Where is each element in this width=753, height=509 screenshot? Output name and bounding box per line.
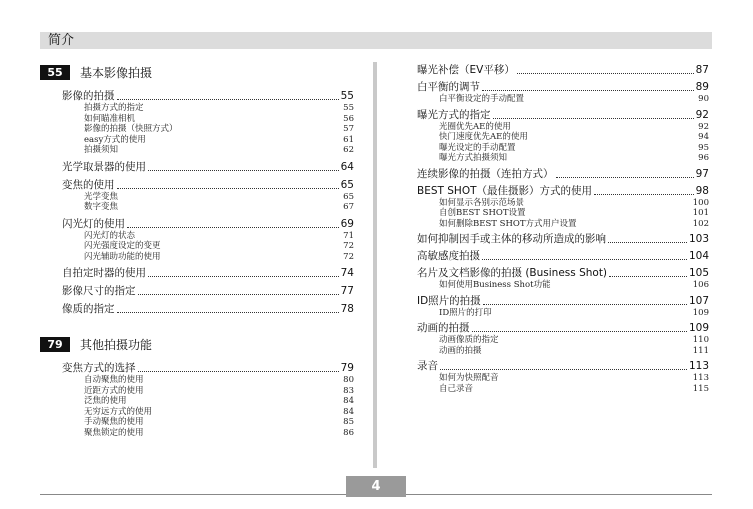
toc-dot-leader <box>609 276 687 277</box>
toc-entry-page: 77 <box>340 285 354 297</box>
toc-sub-entry[interactable] <box>62 386 354 397</box>
toc-sub-title: 动画的拍摄 <box>439 345 482 356</box>
toc-entry-title: 录音 <box>417 360 438 372</box>
toc-sub-page: 86 <box>343 427 354 438</box>
toc-sub-page: 96 <box>698 153 709 163</box>
toc-dot-leader <box>556 177 694 178</box>
toc-dot-leader <box>117 99 339 100</box>
toc-sub-title: 影像的拍摄（快照方式） <box>84 124 178 134</box>
toc-sub-page: 80 <box>343 375 354 385</box>
toc-sub-page: 90 <box>698 94 709 104</box>
toc-sub-entry[interactable] <box>62 375 354 386</box>
toc-sub-entry[interactable] <box>62 417 354 428</box>
toc-entry-page: 104 <box>688 250 709 262</box>
toc-sub-page: 71 <box>343 230 354 241</box>
toc-entry[interactable] <box>62 285 354 298</box>
header-title: 简介 <box>48 33 75 48</box>
toc-entry-page: 113 <box>688 360 709 372</box>
toc-entry[interactable] <box>62 179 354 192</box>
toc-sub-entry[interactable] <box>417 208 709 219</box>
toc-sub-entry[interactable] <box>417 384 709 395</box>
toc-sub-entry[interactable] <box>62 202 354 213</box>
toc-entry-title: 连续影像的拍摄（连拍方式） <box>417 167 554 180</box>
toc-dot-leader <box>482 259 687 260</box>
toc-entry-title: 高敏感度拍摄 <box>417 250 480 262</box>
toc-sub-page: 101 <box>692 208 709 218</box>
toc-entry[interactable] <box>417 185 709 198</box>
toc-entry-title: 如何抑制因手或主体的移动所造成的影响 <box>417 233 606 245</box>
toc-sub-entry[interactable] <box>417 94 709 105</box>
toc-sub-title: 无穷远方式的使用 <box>84 406 153 417</box>
toc-dot-leader <box>608 242 687 243</box>
toc-entry[interactable] <box>417 267 709 280</box>
toc-sub-page: 100 <box>692 197 709 208</box>
toc-sub-page: 111 <box>692 345 709 356</box>
toc-sub-title: 近距方式的使用 <box>84 385 144 396</box>
toc-sub-entry[interactable] <box>62 103 354 114</box>
toc-entry[interactable] <box>417 250 709 263</box>
toc-sub-title: 光学变焦 <box>84 191 119 202</box>
toc-entry-page: 87 <box>695 64 709 76</box>
toc-sub-page: 72 <box>343 241 354 251</box>
toc-sub-entry[interactable] <box>62 428 354 439</box>
toc-entry-page: 105 <box>688 267 709 279</box>
toc-entry-page: 79 <box>340 362 354 374</box>
chapter-title: 基本影像拍摄 <box>80 66 153 80</box>
toc-entry[interactable] <box>62 362 354 375</box>
toc-sub-title: 拍摄须知 <box>84 145 119 155</box>
toc-entry-page: 64 <box>340 160 354 173</box>
toc-entry-page: 103 <box>688 233 709 245</box>
toc-sub-page: 110 <box>692 335 709 345</box>
toc-entry-title: 像质的指定 <box>62 303 115 315</box>
toc-sub-entry[interactable] <box>417 122 709 133</box>
toc-sub-entry[interactable] <box>417 198 709 209</box>
toc-dot-leader <box>138 371 339 372</box>
toc-sub-title: 自创BEST SHOT设置 <box>439 208 526 218</box>
toc-sub-page: 57 <box>343 124 354 134</box>
toc-sub-page: 83 <box>343 385 354 396</box>
toc-sub-page: 85 <box>343 417 354 427</box>
toc-dot-leader <box>148 170 339 171</box>
chapter-number: 79 <box>40 337 70 352</box>
toc-entry-title: 变焦方式的选择 <box>62 362 136 374</box>
toc-sub-entry[interactable] <box>62 231 354 242</box>
toc-sub-title: 如何瞄准相机 <box>84 113 136 124</box>
toc-dot-leader <box>472 331 687 332</box>
toc-dot-leader <box>440 369 687 370</box>
toc-entry[interactable] <box>417 295 709 308</box>
toc-sub-title: 闪光灯的状态 <box>84 230 136 241</box>
toc-entry-title: ID照片的拍摄 <box>417 294 481 307</box>
chapter-heading <box>40 334 354 354</box>
toc-dot-leader <box>148 276 339 277</box>
toc-entry-title: 名片及文档影像的拍摄 (Business Shot) <box>417 267 608 279</box>
toc-sub-page: 106 <box>692 280 709 290</box>
toc-dot-leader <box>493 118 694 119</box>
toc-sub-entry[interactable] <box>417 143 709 154</box>
toc-dot-leader <box>517 73 694 74</box>
toc-sub-title: 手动聚焦的使用 <box>84 417 144 427</box>
toc-entry-page: 74 <box>340 267 354 279</box>
page-number: 4 <box>346 476 406 497</box>
toc-entry-title: BEST SHOT（最佳摄影）方式的使用 <box>417 184 592 197</box>
toc-sub-page: 109 <box>692 307 709 318</box>
toc-sub-page: 56 <box>343 113 354 124</box>
toc-entry-page: 65 <box>340 178 354 191</box>
toc-entry-title: 白平衡的调节 <box>417 81 480 93</box>
toc-sub-page: 84 <box>343 396 354 406</box>
toc-entry[interactable] <box>62 303 354 316</box>
toc-sub-title: 泛焦的使用 <box>84 396 127 406</box>
toc-sub-title: 快门速度优先AE的使用 <box>439 132 528 142</box>
toc-sub-entry[interactable] <box>417 346 709 357</box>
toc-entry-title: 影像尺寸的指定 <box>62 285 136 297</box>
toc-entry[interactable] <box>417 81 709 94</box>
toc-entry-page: 78 <box>340 303 354 315</box>
toc-entry[interactable] <box>62 161 354 174</box>
chapter-heading <box>40 62 354 82</box>
toc-entry[interactable] <box>62 267 354 280</box>
toc-sub-entry[interactable] <box>62 396 354 407</box>
toc-sub-page: 92 <box>698 121 709 132</box>
toc-sub-title: 数字变焦 <box>84 202 119 212</box>
toc-sub-entry[interactable] <box>417 335 709 346</box>
toc-sub-title: 曝光设定的手动配置 <box>439 142 516 153</box>
toc-dot-leader <box>117 188 339 189</box>
toc-sub-title: 如何删除BEST SHOT方式用户设置 <box>439 218 577 229</box>
toc-sub-entry[interactable] <box>62 252 354 263</box>
toc-entry[interactable] <box>62 218 354 231</box>
toc-sub-page: 102 <box>692 218 709 229</box>
toc-entry-page: 89 <box>695 81 709 93</box>
toc-sub-title: 曝光方式拍摄须知 <box>439 153 508 163</box>
toc-entry[interactable] <box>417 109 709 122</box>
toc-entry-title: 光学取景器的使用 <box>62 160 146 173</box>
toc-sub-entry[interactable] <box>62 192 354 203</box>
toc-sub-page: 94 <box>698 132 709 142</box>
toc-entry[interactable] <box>417 322 709 335</box>
toc-sub-page: 61 <box>343 134 354 145</box>
header-bar <box>40 32 712 49</box>
toc-sub-title: 白平衡设定的手动配置 <box>439 94 525 104</box>
toc-entry[interactable] <box>417 360 709 373</box>
chapter-title: 其他拍摄功能 <box>80 338 153 352</box>
toc-dot-leader <box>483 304 687 305</box>
toc-sub-title: 自动聚焦的使用 <box>84 375 144 385</box>
toc-sub-entry[interactable] <box>417 132 709 143</box>
toc-sub-entry[interactable] <box>62 135 354 146</box>
toc-sub-page: 72 <box>343 251 354 262</box>
toc-entry-title: 闪光灯的使用 <box>62 217 125 230</box>
toc-entry-page: 69 <box>340 217 354 230</box>
toc-sub-entry[interactable] <box>417 153 709 164</box>
toc-sub-entry[interactable] <box>417 308 709 319</box>
toc-entry-page: 55 <box>340 90 354 102</box>
toc-sub-page: 67 <box>343 202 354 212</box>
toc-sub-page: 95 <box>698 142 709 153</box>
toc-dot-leader <box>482 90 694 91</box>
toc-entry[interactable] <box>62 90 354 103</box>
toc-entry-title: 曝光补偿（EV平移） <box>417 64 515 76</box>
toc-sub-title: 如何使用Business Shot功能 <box>439 280 551 290</box>
toc-sub-page: 62 <box>343 145 354 155</box>
toc-sub-entry[interactable] <box>62 241 354 252</box>
toc-sub-page: 65 <box>343 191 354 202</box>
toc-sub-entry[interactable] <box>417 280 709 291</box>
toc-sub-title: easy方式的使用 <box>84 134 146 145</box>
toc-sub-page: 55 <box>343 103 354 113</box>
toc-sub-entry[interactable] <box>62 114 354 125</box>
toc-entry-title: 影像的拍摄 <box>62 90 115 102</box>
toc-dot-leader <box>117 312 339 313</box>
toc-right-column <box>417 62 709 394</box>
chapter-number: 55 <box>40 65 70 80</box>
toc-entry[interactable] <box>417 168 709 181</box>
toc-entry-page: 92 <box>695 108 709 121</box>
toc-sub-entry[interactable] <box>417 219 709 230</box>
toc-entry-title: 曝光方式的指定 <box>417 108 491 121</box>
toc-entry-page: 107 <box>688 294 709 307</box>
toc-sub-title: ID照片的打印 <box>439 307 492 318</box>
toc-entry[interactable] <box>417 64 709 77</box>
toc-sub-entry[interactable] <box>62 124 354 135</box>
toc-left-column <box>47 62 354 438</box>
toc-entry-title: 变焦的使用 <box>62 178 115 191</box>
toc-dot-leader <box>594 194 694 195</box>
column-divider <box>373 62 377 468</box>
toc-sub-title: 闪光辅助功能的使用 <box>84 251 161 262</box>
toc-entry-page: 97 <box>695 167 709 180</box>
toc-sub-page: 84 <box>343 406 354 417</box>
toc-sub-title: 拍摄方式的指定 <box>84 103 144 113</box>
toc-sub-title: 聚焦锁定的使用 <box>84 427 144 438</box>
toc-entry[interactable] <box>417 233 709 246</box>
toc-entry-title: 自拍定时器的使用 <box>62 267 146 279</box>
toc-sub-entry[interactable] <box>417 373 709 384</box>
toc-sub-entry[interactable] <box>62 407 354 418</box>
toc-sub-page: 115 <box>692 383 709 394</box>
toc-sub-title: 动画像质的指定 <box>439 335 499 345</box>
toc-sub-title: 如何显示各别示范场景 <box>439 197 525 208</box>
toc-sub-page: 113 <box>692 373 709 383</box>
toc-dot-leader <box>138 294 339 295</box>
toc-sub-title: 闪光强度设定的变更 <box>84 241 161 251</box>
toc-sub-title: 如何为快照配音 <box>439 373 499 383</box>
toc-entry-title: 动画的拍摄 <box>417 322 470 334</box>
toc-sub-title: 光圈优先AE的使用 <box>439 121 511 132</box>
toc-entry-page: 98 <box>695 184 709 197</box>
toc-sub-title: 自己录音 <box>439 383 474 394</box>
toc-sub-entry[interactable] <box>62 145 354 156</box>
toc-dot-leader <box>127 227 339 228</box>
toc-entry-page: 109 <box>688 322 709 334</box>
